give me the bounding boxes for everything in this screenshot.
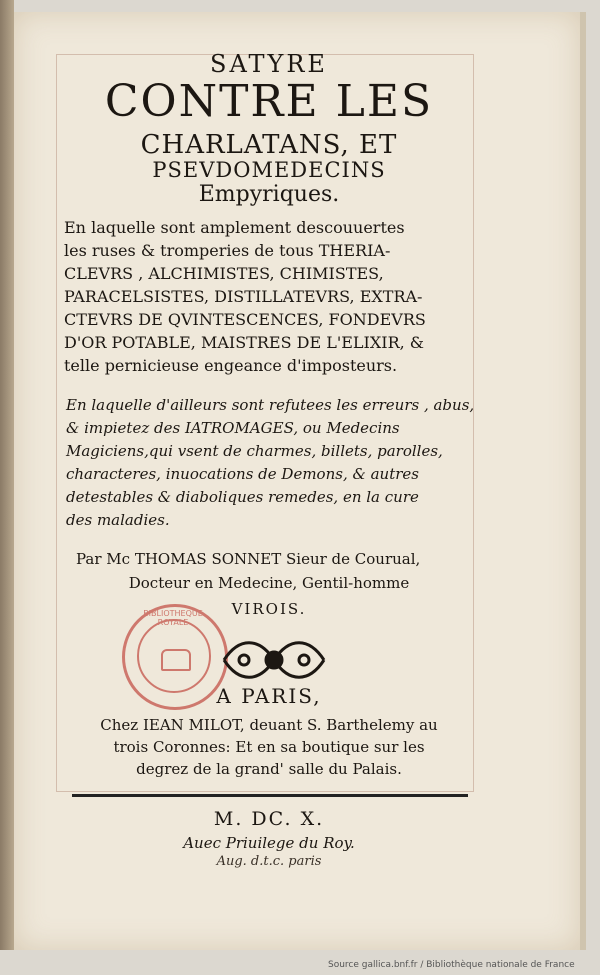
title-page [14,12,586,950]
italic-description-line: detestables & diaboliques remedes, en la cure [66,488,419,506]
book-spine [0,0,14,950]
library-stamp [122,604,228,710]
author-line: Par Mc THOMAS SONNET Sieur de Courual, [76,550,421,568]
divider-rule [72,794,468,797]
author-line: Docteur en Medecine, Gentil-homme [128,574,410,592]
author-line: VIROIS. [231,600,307,618]
privilege-line: Auec Priuilege du Roy. [183,834,355,852]
crown-icon [161,649,191,671]
publisher-line: Chez IEAN MILOT, deuant S. Barthelemy au [100,716,438,734]
description-line: En laquelle sont amplement descouuertes [64,218,405,237]
publisher-line: trois Coronnes: Et en sa boutique sur les [113,738,425,756]
publisher-city: A PARIS, [216,684,322,708]
stamp-inner-ring [137,619,211,693]
publisher-line: degrez de la grand' salle du Palais. [136,760,402,778]
description-line: CLEVRS , ALCHIMISTES, CHIMISTES, [64,264,384,283]
title-line-4: PSEVDOMEDECINS [152,158,386,182]
italic-description-line: characteres, inuocations de Demons, & autres [66,465,419,483]
italic-description-line: En laquelle d'ailleurs sont refutees les erreurs , abus, [66,396,475,414]
italic-description-line: & impietez des IATROMAGES, ou Medecins [66,419,400,437]
title-line-1: SATYRE [210,50,328,78]
stamp-text: BIBLIOTHEQUE ROYALE [143,609,203,627]
handwritten-note: Aug. d.t.c. paris [216,854,322,869]
printer-ornament-icon [214,632,334,688]
italic-description-line: des maladies. [66,511,170,529]
title-line-2: CONTRE LES [104,76,434,127]
source-credit: Source gallica.bnf.fr / Bibliothèque nationale de France [328,960,575,970]
title-line-5: Empyriques. [198,182,340,207]
title-line-3: CHARLATANS, ET [140,130,398,160]
publication-date: M. DC. X. [213,808,325,830]
description-line: CTEVRS DE QVINTESCENCES, FONDEVRS [64,310,426,329]
description-line: telle pernicieuse engeance d'imposteurs. [64,356,398,375]
description-line: PARACELSISTES, DISTILLATEVRS, EXTRA- [64,287,423,306]
description-line: D'OR POTABLE, MAISTRES DE L'ELIXIR, & [64,333,425,352]
description-line: les ruses & tromperies de tous THERIA- [64,241,391,260]
italic-description-line: Magiciens,qui vsent de charmes, billets, parolles, [66,442,443,460]
